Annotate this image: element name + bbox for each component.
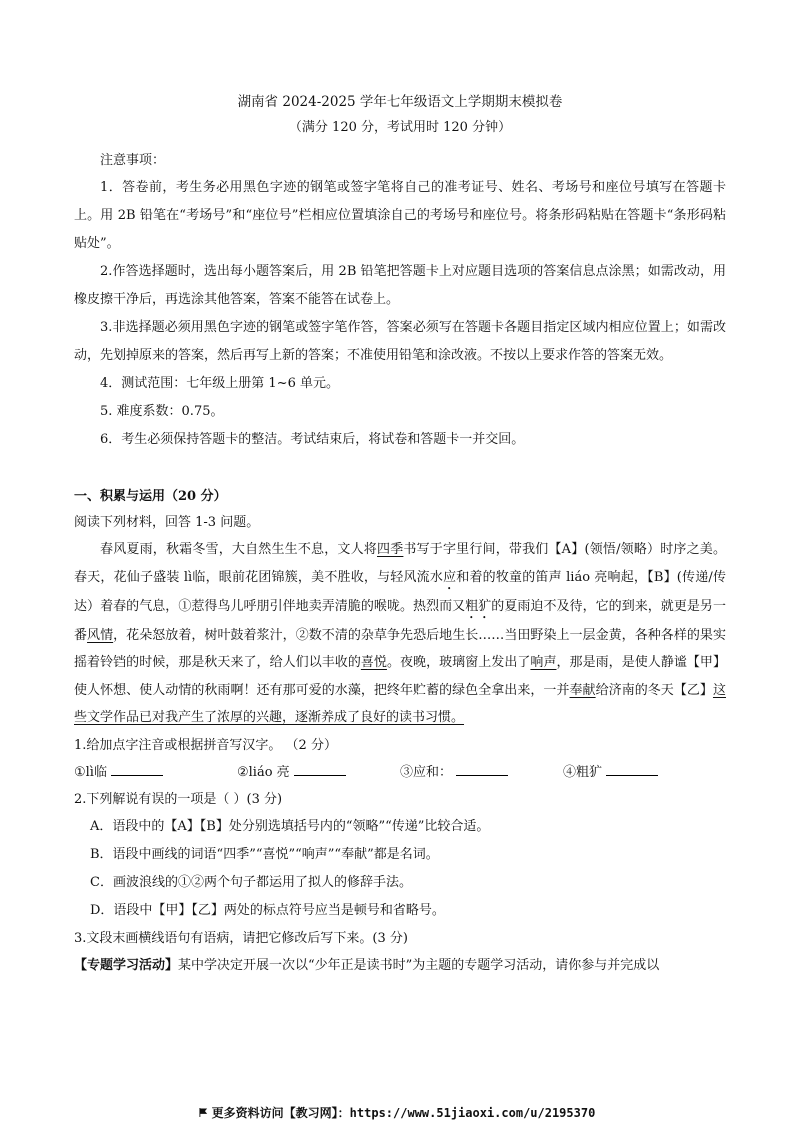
passage-text: 。夜晚，玻璃窗上发出了 bbox=[386, 655, 531, 670]
footer-link[interactable]: 更多资料访问【教习网】：https://www.51jiaoxi.com/u/2195370 bbox=[211, 1106, 596, 1120]
notice-heading: 注意事项： bbox=[100, 153, 166, 168]
underlined-word: 四季 bbox=[377, 542, 404, 557]
wavy-sentence-1: 惹得鸟儿呼朋引伴地卖弄清脆的喉咙 bbox=[191, 598, 400, 614]
notice-item: 6．考生必须保持答题卡的整洁。考试结束后，将试卷和答题卡一并交回。 bbox=[100, 432, 525, 447]
option-b: B．语段中画线的词语“四季”“喜悦”“响声”“奉献”都是名词。 bbox=[90, 846, 439, 862]
underlined-sentence: 这些文学作品已对我产生了浓厚的兴趣，逐渐养成了良好的读书习惯。 bbox=[74, 682, 726, 725]
section-heading: 一、积累与运用（20 分） bbox=[74, 489, 227, 504]
underlined-word: 风情 bbox=[87, 627, 114, 643]
underlined-word: 奉献 bbox=[569, 682, 596, 698]
question-2-stem: 2.下列解说有误的一项是（ ）(3 分) bbox=[74, 791, 283, 807]
option-a: A．语段中的【A】【B】处分别选填括号内的“领略”“传递”比较合适。 bbox=[90, 818, 490, 834]
question-1-blanks bbox=[74, 759, 726, 786]
answer-blank[interactable] bbox=[456, 761, 508, 776]
question-3-stem: 3.文段末画横线语句有语病，请把它修改后写下来。(3 分) bbox=[74, 930, 408, 946]
blank-item bbox=[563, 759, 726, 786]
dotted-char: 应 bbox=[443, 569, 457, 585]
answer-blank[interactable] bbox=[294, 761, 346, 776]
footer bbox=[0, 1104, 794, 1121]
notice-item: 5. 难度系数：0.75。 bbox=[100, 404, 224, 419]
passage-text: 给济南的冬天【乙】 bbox=[595, 682, 713, 698]
notice-item: 3.非选择题必须用黑色字迹的钢笔或签字笔作答，答案必须写在答题卡各题目指定区域内相应位置上；如需改动，先划掉原来的答案，然后再写上新的答案；不准使用铅笔和涂改液。不按以上要求作答的答案无效。 bbox=[74, 320, 726, 363]
option-c: C．画波浪线的①②两个句子都运用了拟人的修辞手法。 bbox=[90, 874, 412, 890]
question-1-stem: 1.给加点字注音或根据拼音写汉字。 （2 分） bbox=[74, 737, 337, 753]
notice-item: 4．测试范围：七年级上册第 1~6 单元。 bbox=[100, 376, 339, 391]
page-subtitle: （满分 120 分，考试用时 120 分钟） bbox=[288, 120, 512, 135]
blank-item bbox=[400, 759, 563, 786]
answer-blank[interactable] bbox=[606, 761, 658, 776]
passage-text: 书写于字里行间，带我们【A】(领悟/领略）时序之美。春天，花仙子盛装 lì临，眼前花团锦簇，美不胜收，与轻风流水 bbox=[74, 542, 726, 585]
answer-blank[interactable] bbox=[111, 761, 163, 776]
reading-passage bbox=[74, 536, 726, 732]
passage-text: 春风夏雨，秋霜冬雪，大自然生生不息，文人将 bbox=[100, 542, 377, 557]
notice-item: 1．答卷前，考生务必用黑色字迹的钢笔或签字笔将自己的准考证号、姓名、考场号和座位号填写在答题卡上。用 2B 铅笔在“考场号”和“座位号”栏相应位置填涂自己的考场号和座位号。将条形码粘贴在答题卡“条形码粘贴处”。 bbox=[74, 180, 726, 251]
section-instruction: 阅读下列材料，回答 1-3 问题。 bbox=[74, 515, 260, 530]
dotted-word: 粗犷 bbox=[465, 598, 492, 614]
passage-text: 和着的牧童的笛声 liáo 亮响起，【B】(传递/传达）着春的气息，① bbox=[74, 569, 726, 614]
blank-item bbox=[237, 759, 400, 786]
option-d: D．语段中【甲】【乙】两处的标点符号应当是顿号和省略号。 bbox=[90, 902, 445, 918]
passage-text: ……当田野染上一层金黄，各种各样的果实摇着铃铛的时候，那是秋天来了，给人们以丰收的 bbox=[74, 627, 726, 670]
blank-label: ①lì临 bbox=[74, 764, 107, 780]
blank-label: ③应和： bbox=[400, 764, 453, 780]
notice-item: 2.作答选择题时，选出每小题答案后，用 2B 铅笔把答题卡上对应题目选项的答案信息点涂黑；如需改动，用橡皮擦干净后，再选涂其他答案，答案不能答在试卷上。 bbox=[74, 264, 726, 307]
activity-label: 【专题学习活动】 bbox=[74, 957, 179, 973]
blank-label: ②liáo 亮 bbox=[237, 764, 290, 780]
page-title: 湖南省 2024-2025 学年七年级语文上学期期末模拟卷 bbox=[237, 94, 563, 110]
activity-intro bbox=[74, 952, 726, 979]
underlined-word: 喜悦 bbox=[360, 655, 387, 670]
flag-icon bbox=[199, 1108, 208, 1117]
blank-label: ④粗犷 bbox=[563, 764, 603, 780]
underlined-word: 响声 bbox=[530, 655, 557, 670]
blank-item bbox=[74, 759, 237, 786]
passage-text: 。热烈而又 bbox=[400, 598, 466, 614]
activity-text: 某中学决定开展一次以“少年正是读书时”为主题的专题学习活动，请你参与并完成以 bbox=[178, 957, 660, 973]
wavy-sentence-2: 数不清的杂草争先恐后地生长 bbox=[308, 627, 479, 643]
passage-text: ，花朵怒放着，树叶鼓着浆汁，② bbox=[113, 627, 309, 643]
passage-text: 的夏雨迫不及待，它的到来，就更是另一番 bbox=[74, 598, 726, 643]
passage-text: ，那是雨，是使人静谧【甲】使人怀想、使人动情的秋雨啊！还有那可爱的水藻，把终年贮蓄的绿色全拿出来，一并 bbox=[74, 655, 726, 698]
exam-page bbox=[74, 92, 726, 979]
